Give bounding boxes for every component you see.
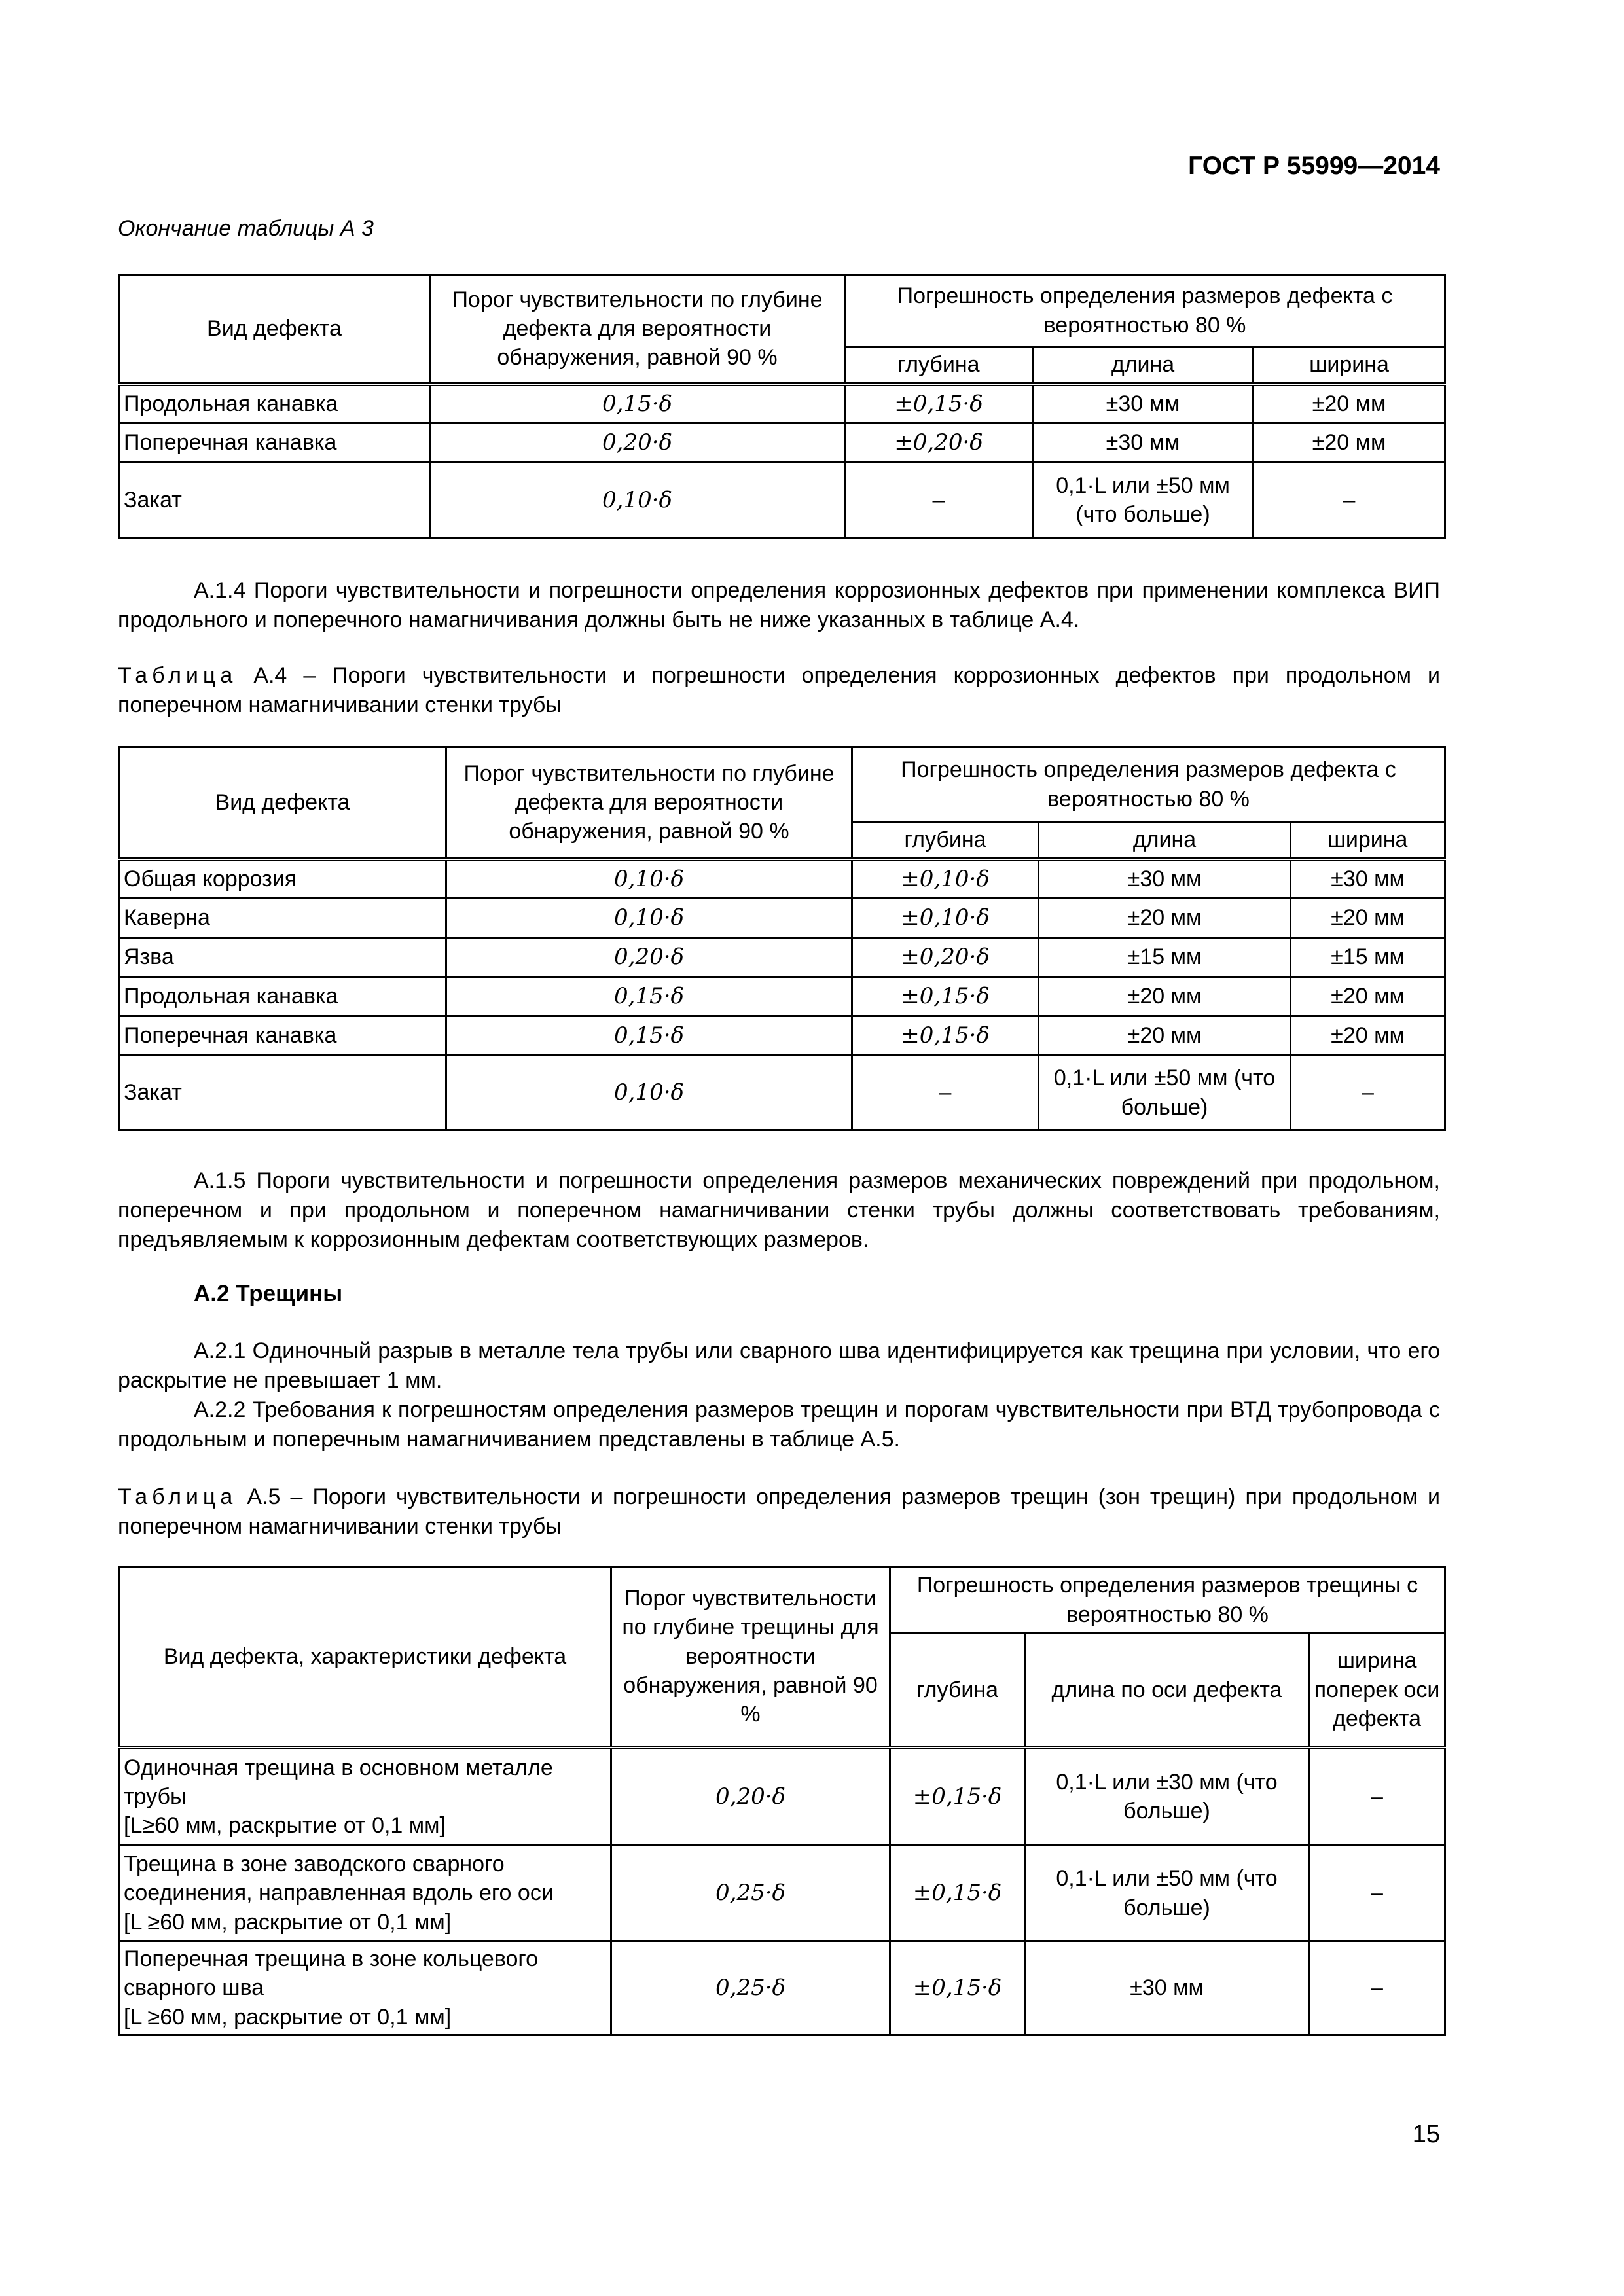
defect-description: Поперечная трещина в зоне кольцевого сварного шва bbox=[124, 1946, 538, 2001]
table-cell: ±20 мм bbox=[1039, 899, 1291, 938]
paragraph-a21: А.2.1 Одиночный разрыв в металле тела трубы или сварного шва идентифицируется как трещина при условии, что его раскрытие не превышает 1 мм. bbox=[118, 1338, 1440, 1393]
table-a4-header-length: длина bbox=[1039, 822, 1291, 859]
table-row bbox=[119, 977, 1445, 1016]
document-code: ГОСТ Р 55999—2014 bbox=[1188, 152, 1440, 180]
table-cell: ±0,15·δ bbox=[890, 1941, 1025, 2036]
table-cell: ±0,15·δ bbox=[852, 1016, 1039, 1056]
table-a4 bbox=[118, 746, 1446, 1131]
table-cell: 0,10·δ bbox=[446, 899, 852, 938]
table-a5 bbox=[118, 1566, 1446, 2036]
table-cell: ±30 мм bbox=[1291, 859, 1445, 899]
table-cell: Общая коррозия bbox=[119, 859, 446, 899]
table-cell: ±30 мм bbox=[1039, 859, 1291, 899]
table-a4-caption bbox=[118, 661, 1440, 720]
table-cell: 0,10·δ bbox=[446, 1056, 852, 1130]
table-cell: – bbox=[1309, 1941, 1445, 2036]
table-cell: ±30 мм bbox=[1033, 423, 1254, 463]
table-cell: Язва bbox=[119, 938, 446, 977]
section-heading-a2: А.2 Трещины bbox=[194, 1281, 343, 1306]
table-cell: ±0,20·δ bbox=[852, 938, 1039, 977]
table-cell: ±0,10·δ bbox=[852, 899, 1039, 938]
table-cell: ±20 мм bbox=[1291, 977, 1445, 1016]
table-row bbox=[119, 463, 1445, 538]
table-cell: ±0,15·δ bbox=[852, 977, 1039, 1016]
table-cell bbox=[119, 1941, 611, 2036]
table-a5-caption bbox=[118, 1482, 1440, 1541]
table-cell: 0,25·δ bbox=[611, 1846, 890, 1941]
defect-parameters: [L≥60 мм, раскрытие от 0,1 мм] bbox=[124, 1813, 446, 1839]
table-a3-header-depth: глубина bbox=[845, 347, 1033, 384]
table-cell: ±0,15·δ bbox=[890, 1748, 1025, 1846]
table-cell: ±20 мм bbox=[1039, 1016, 1291, 1056]
table-cell: Поперечная канавка bbox=[119, 423, 430, 463]
table-cell: 0,20·δ bbox=[446, 938, 852, 977]
table-cell: – bbox=[1309, 1846, 1445, 1941]
table-cell: ±20 мм bbox=[1254, 384, 1445, 423]
table-a4-header-defect: Вид дефекта bbox=[119, 747, 446, 859]
table-a5-label: Таблица bbox=[118, 1484, 238, 1509]
table-row bbox=[119, 1846, 1445, 1941]
table-cell: Поперечная канавка bbox=[119, 1016, 446, 1056]
table-cell: Закат bbox=[119, 463, 430, 538]
defect-parameters: [L ≥60 мм, раскрытие от 0,1 мм] bbox=[124, 1909, 452, 1935]
table-cell: ±0,10·δ bbox=[852, 859, 1039, 899]
table-row bbox=[119, 423, 1445, 463]
table-a4-header-threshold: Порог чувствительности по глубине дефекта для вероятности обнаружения, равной 90 % bbox=[446, 747, 852, 859]
table-a5-title: А.5 – Пороги чувствительности и погрешности определения размеров трещин (зон трещин) при продольном и поперечном намагничивании стенки трубы bbox=[118, 1484, 1440, 1539]
table-a3-header-length: длина bbox=[1033, 347, 1254, 384]
table-cell: 0,20·δ bbox=[611, 1748, 890, 1846]
table-cell: 0,1·L или ±30 мм (что больше) bbox=[1025, 1748, 1309, 1846]
table-a3-header-width: ширина bbox=[1254, 347, 1445, 384]
paragraph-a15: А.1.5 Пороги чувствительности и погрешности определения размеров механических повреждений при продольном, поперечном и при продольном и поперечном намагничивании стенки трубы должны соответствовать требованиям, предъявляемым к коррозионным дефектам соответствующих размеров. bbox=[118, 1168, 1440, 1253]
table-a3-header-defect: Вид дефекта bbox=[119, 275, 430, 384]
table-cell: ±20 мм bbox=[1291, 899, 1445, 938]
table-a5-header-error: Погрешность определения размеров трещины с вероятностью 80 % bbox=[890, 1567, 1445, 1634]
table-a4-header-error: Погрешность определения размеров дефекта с вероятностью 80 % bbox=[852, 747, 1445, 822]
table-cell: Продольная канавка bbox=[119, 977, 446, 1016]
table-a3 bbox=[118, 274, 1446, 539]
table-a5-header-threshold: Порог чувствительности по глубине трещины для вероятности обнаружения, равной 90 % bbox=[611, 1567, 890, 1748]
defect-description: Одиночная трещина в основном металле трубы bbox=[124, 1755, 553, 1810]
table-row bbox=[119, 899, 1445, 938]
table-cell: – bbox=[1291, 1056, 1445, 1130]
table-a4-label: Таблица bbox=[118, 663, 238, 688]
defect-description: Трещина в зоне заводского сварного соединения, направленная вдоль его оси bbox=[124, 1852, 554, 1906]
table-cell: 0,15·δ bbox=[446, 977, 852, 1016]
table-a4-title: А.4 – Пороги чувствительности и погрешности определения коррозионных дефектов при продольном и поперечном намагничивании стенки трубы bbox=[118, 663, 1440, 718]
table-cell: 0,1·L или ±50 мм (что больше) bbox=[1039, 1056, 1291, 1130]
table-cell: ±15 мм bbox=[1039, 938, 1291, 977]
table-a5-header-width: ширина поперек оси дефекта bbox=[1309, 1634, 1445, 1748]
table-row bbox=[119, 938, 1445, 977]
table-a5-header-length: длина по оси дефекта bbox=[1025, 1634, 1309, 1748]
table-cell: – bbox=[1254, 463, 1445, 538]
table-cell: 0,10·δ bbox=[430, 463, 845, 538]
table-a4-header-width: ширина bbox=[1291, 822, 1445, 859]
table-cell: Каверна bbox=[119, 899, 446, 938]
table-a3-caption: Окончание таблицы А 3 bbox=[118, 216, 374, 241]
table-a3-header-threshold: Порог чувствительности по глубине дефекта для вероятности обнаружения, равной 90 % bbox=[430, 275, 845, 384]
table-a5-header-defect: Вид дефекта, характеристики дефекта bbox=[119, 1567, 611, 1748]
table-a3-header-error: Погрешность определения размеров дефекта с вероятностью 80 % bbox=[845, 275, 1445, 347]
table-cell: 0,25·δ bbox=[611, 1941, 890, 2036]
table-row bbox=[119, 859, 1445, 899]
table-cell: ±30 мм bbox=[1025, 1941, 1309, 2036]
table-cell: ±20 мм bbox=[1039, 977, 1291, 1016]
table-cell: ±20 мм bbox=[1254, 423, 1445, 463]
table-row bbox=[119, 1748, 1445, 1846]
table-cell: ±30 мм bbox=[1033, 384, 1254, 423]
table-cell: 0,15·δ bbox=[446, 1016, 852, 1056]
table-cell: – bbox=[852, 1056, 1039, 1130]
table-a5-header-depth: глубина bbox=[890, 1634, 1025, 1748]
table-cell bbox=[119, 1748, 611, 1846]
table-cell: 0,20·δ bbox=[430, 423, 845, 463]
table-row bbox=[119, 1016, 1445, 1056]
table-cell: – bbox=[845, 463, 1033, 538]
page-number: 15 bbox=[1412, 2121, 1440, 2148]
table-cell: ±0,15·δ bbox=[890, 1846, 1025, 1941]
table-cell: 0,10·δ bbox=[446, 859, 852, 899]
table-row bbox=[119, 384, 1445, 423]
table-cell: ±0,20·δ bbox=[845, 423, 1033, 463]
table-row bbox=[119, 1941, 1445, 2036]
table-cell: ±20 мм bbox=[1291, 1016, 1445, 1056]
table-cell: ±0,15·δ bbox=[845, 384, 1033, 423]
paragraph-a22: А.2.2 Требования к погрешностям определения размеров трещин и порогам чувствительности при ВТД трубопровода с продольным и поперечным намагничиванием представлены в таблице А.5. bbox=[118, 1397, 1440, 1452]
table-cell: ±15 мм bbox=[1291, 938, 1445, 977]
defect-parameters: [L ≥60 мм, раскрытие от 0,1 мм] bbox=[124, 2004, 452, 2030]
table-cell: 0,15·δ bbox=[430, 384, 845, 423]
paragraph-a14: А.1.4 Пороги чувствительности и погрешности определения коррозионных дефектов при применении комплекса ВИП продольного и поперечного намагничивания должны быть не ниже указанных в таблице А.4. bbox=[118, 578, 1440, 633]
table-cell: Продольная канавка bbox=[119, 384, 430, 423]
table-cell: – bbox=[1309, 1748, 1445, 1846]
table-row bbox=[119, 1056, 1445, 1130]
table-cell bbox=[119, 1846, 611, 1941]
table-a4-header-depth: глубина bbox=[852, 822, 1039, 859]
table-cell: 0,1·L или ±50 мм (что больше) bbox=[1025, 1846, 1309, 1941]
table-cell: Закат bbox=[119, 1056, 446, 1130]
table-cell: 0,1·L или ±50 мм (что больше) bbox=[1033, 463, 1254, 538]
